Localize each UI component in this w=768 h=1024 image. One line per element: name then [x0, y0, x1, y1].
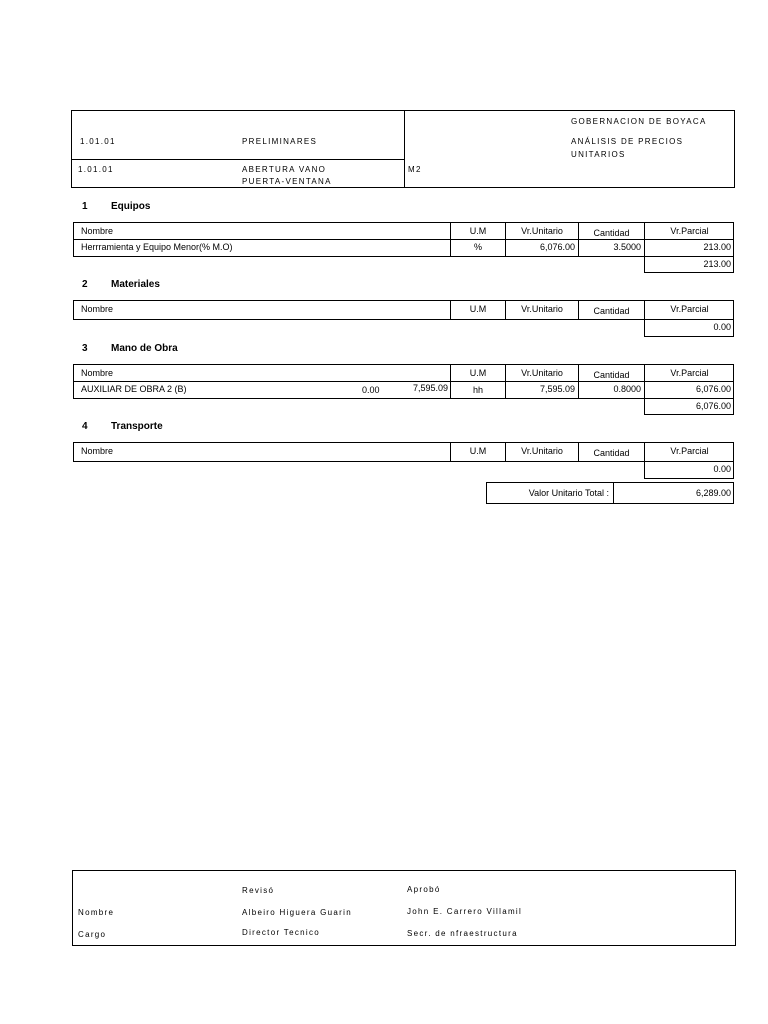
mano-obra-row-extra1: 0.00: [362, 385, 380, 395]
header-divider: [404, 110, 405, 188]
item-name-line1: ABERTURA VANO: [242, 165, 327, 174]
header-row-line: [71, 159, 404, 160]
section-number-transporte: 4: [82, 421, 88, 432]
aprobo-nombre: John E. Carrero Villamil: [407, 907, 523, 916]
col-cantidad: Cantidad: [593, 228, 630, 238]
organization-name: GOBERNACION DE BOYACA: [571, 117, 707, 126]
equipos-row-vr-unitario: 6,076.00: [539, 242, 575, 252]
materiales-subtotal: 0.00: [713, 322, 731, 332]
col-vr-parcial: Vr.Parcial: [670, 446, 709, 456]
signature-box: [72, 870, 736, 946]
chapter-code: 1.01.01: [80, 137, 116, 146]
section-title-transporte: Transporte: [111, 421, 163, 432]
reviso-label: Revisó: [242, 886, 275, 895]
col-cantidad: Cantidad: [593, 370, 630, 380]
mano-obra-row-nombre: AUXILIAR DE OBRA 2 (B): [81, 384, 187, 394]
col-cantidad: Cantidad: [593, 306, 630, 316]
col-vr-parcial: Vr.Parcial: [670, 226, 709, 236]
col-vr-unitario: Vr.Unitario: [521, 226, 563, 236]
transporte-subtotal: 0.00: [713, 464, 731, 474]
col-vr-parcial: Vr.Parcial: [670, 304, 709, 314]
mano-obra-subtotal: 6,076.00: [695, 401, 731, 411]
item-code: 1.01.01: [78, 165, 114, 174]
equipos-row-um: %: [473, 242, 482, 252]
col-vr-parcial: Vr.Parcial: [670, 368, 709, 378]
section-title-materiales: Materiales: [111, 279, 160, 290]
aprobo-cargo: Secr. de nfraestructura: [407, 929, 518, 938]
mano-obra-row-vr-unitario: 7,595.09: [539, 384, 575, 394]
cargo-label: Cargo: [78, 930, 107, 939]
section-title-mano-obra: Mano de Obra: [111, 343, 178, 354]
reviso-nombre: Albeiro Higuera Guarin: [242, 908, 352, 917]
equipos-row-cantidad: 3.5000: [613, 242, 641, 252]
mano-obra-header-line: [73, 381, 734, 382]
section-number-materiales: 2: [82, 279, 88, 290]
aprobo-label: Aprobó: [407, 885, 441, 894]
section-number-mano-obra: 3: [82, 343, 88, 354]
col-nombre: Nombre: [81, 368, 114, 378]
col-nombre: Nombre: [81, 226, 114, 236]
section-title-equipos: Equipos: [111, 201, 151, 212]
equipos-header-line: [73, 239, 734, 240]
col-vr-unitario: Vr.Unitario: [521, 304, 563, 314]
col-um: U.M: [469, 304, 487, 314]
document-title-line1: ANÁLISIS DE PRECIOS: [571, 137, 684, 146]
item-unit: M2: [408, 165, 422, 174]
nombre-label: Nombre: [78, 908, 115, 917]
equipos-subtotal: 213.00: [703, 259, 731, 269]
reviso-cargo: Director Tecnico: [242, 928, 321, 937]
equipos-row-nombre: Herrramienta y Equipo Menor(% M.O): [81, 242, 233, 252]
col-um: U.M: [469, 368, 487, 378]
item-name-line2: PUERTA-VENTANA: [242, 177, 332, 186]
col-cantidad: Cantidad: [593, 448, 630, 458]
document-title-line2: UNITARIOS: [571, 150, 626, 159]
equipos-row-vr-parcial: 213.00: [703, 242, 731, 252]
chapter-name: PRELIMINARES: [242, 137, 318, 146]
section-number-equipos: 1: [82, 201, 88, 212]
mano-obra-row-extra2: 7,595.09: [412, 383, 448, 393]
col-vr-unitario: Vr.Unitario: [521, 446, 563, 456]
col-um: U.M: [469, 446, 487, 456]
mano-obra-row-um: hh: [472, 385, 483, 395]
col-nombre: Nombre: [81, 304, 114, 314]
total-label: Valor Unitario Total :: [528, 488, 609, 498]
col-um: U.M: [469, 226, 487, 236]
total-value: 6,289.00: [695, 488, 731, 498]
col-vr-unitario: Vr.Unitario: [521, 368, 563, 378]
mano-obra-row-vr-parcial: 6,076.00: [695, 384, 731, 394]
col-nombre: Nombre: [81, 446, 114, 456]
mano-obra-row-cantidad: 0.8000: [613, 384, 641, 394]
